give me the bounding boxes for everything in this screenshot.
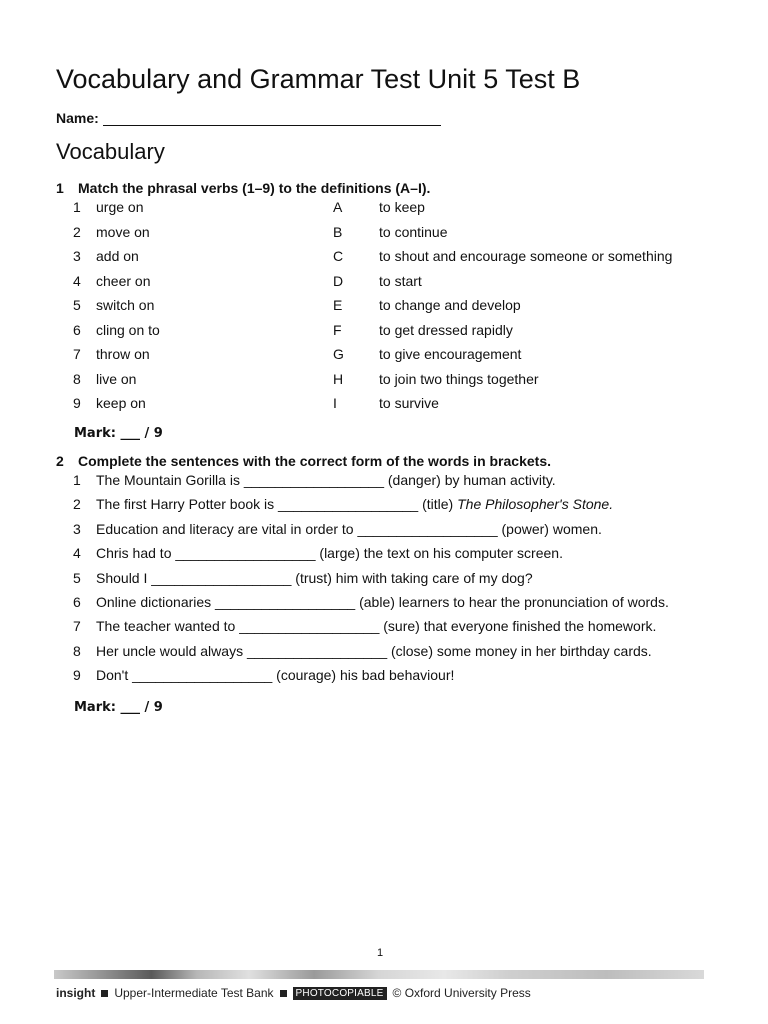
sentence bbox=[96, 521, 602, 537]
item-number: 3 bbox=[73, 520, 81, 537]
phrasal-verb: cling on to bbox=[96, 321, 160, 338]
page-title: Vocabulary and Grammar Test Unit 5 Test B bbox=[56, 64, 581, 94]
phrasal-verb: throw on bbox=[96, 346, 150, 362]
footer bbox=[56, 986, 531, 1000]
definition: to join two things together bbox=[379, 370, 539, 387]
phrasal-verb: live on bbox=[96, 370, 137, 387]
sentence bbox=[96, 545, 563, 561]
item-number: 9 bbox=[73, 667, 81, 684]
q2-number: 2 bbox=[56, 453, 64, 469]
phrasal-verb: move on bbox=[96, 223, 150, 240]
sentence-text: Online dictionaries __________________ (able) learners to hear the pronunciation of words. bbox=[96, 594, 669, 610]
definition-letter: G bbox=[333, 346, 344, 362]
item-number: 8 bbox=[73, 370, 81, 387]
definition-letter: C bbox=[333, 248, 344, 264]
item-number: 6 bbox=[73, 321, 81, 338]
item-number: 1 bbox=[73, 472, 81, 488]
sentence bbox=[96, 570, 533, 586]
page-number: 1 bbox=[376, 947, 384, 959]
phrasal-verb: keep on bbox=[96, 395, 146, 411]
item-number: 2 bbox=[73, 223, 81, 240]
footer-brand: insight bbox=[56, 986, 96, 1000]
sentence-text: Don't __________________ (courage) his bad behaviour! bbox=[96, 667, 455, 684]
sentence-text: The first Harry Potter book is __________________ (title) bbox=[96, 496, 454, 513]
sentence bbox=[96, 496, 613, 512]
q2-mark: Mark: ___ / 9 bbox=[74, 700, 163, 715]
definition: to get dressed rapidly bbox=[379, 321, 513, 338]
phrasal-verb: add on bbox=[96, 248, 139, 264]
sentence-text: The teacher wanted to __________________ (sure) that everyone finished the homework. bbox=[96, 618, 657, 635]
definition-letter: E bbox=[333, 297, 343, 313]
sentence-text: Her uncle would always __________________ (close) some money in her birthday cards. bbox=[96, 642, 652, 659]
item-number: 7 bbox=[73, 346, 81, 362]
square-bullet-icon bbox=[280, 990, 287, 997]
name-label: Name: bbox=[56, 110, 99, 126]
sentence bbox=[96, 667, 454, 683]
sentence-text: Should I __________________ (trust) him with taking care of my dog? bbox=[96, 569, 533, 586]
sentence bbox=[96, 618, 656, 634]
square-bullet-icon bbox=[101, 990, 108, 997]
q2-heading bbox=[56, 453, 551, 469]
sentence bbox=[96, 594, 669, 610]
definition-letter: I bbox=[333, 395, 337, 411]
item-number: 5 bbox=[73, 569, 81, 586]
footer-publisher: © Oxford University Press bbox=[392, 986, 531, 1000]
q1-mark: Mark: ___ / 9 bbox=[74, 426, 163, 441]
item-number: 4 bbox=[73, 272, 81, 289]
item-number: 2 bbox=[73, 496, 81, 513]
section-heading: Vocabulary bbox=[56, 139, 165, 164]
sentence bbox=[96, 472, 556, 488]
name-line[interactable] bbox=[103, 111, 441, 126]
definition: to shout and encourage someone or something bbox=[379, 248, 673, 264]
definition-letter: F bbox=[333, 321, 342, 338]
sentence bbox=[96, 643, 652, 659]
name-field bbox=[56, 110, 441, 126]
sentence-text: Education and literacy are vital in order to __________________ (power) women. bbox=[96, 520, 602, 537]
footer-book: Upper-Intermediate Test Bank bbox=[114, 986, 274, 1000]
sentence-text: The Mountain Gorilla is __________________ (danger) by human activity. bbox=[96, 472, 556, 488]
sentence-text: Chris had to __________________ (large) the text on his computer screen. bbox=[96, 545, 563, 562]
photocopiable-badge: PHOTOCOPIABLE bbox=[293, 987, 387, 1000]
definition-letter: A bbox=[333, 199, 343, 215]
phrasal-verb: switch on bbox=[96, 297, 155, 313]
definition: to start bbox=[379, 272, 422, 289]
item-number: 3 bbox=[73, 248, 81, 264]
definition: to continue bbox=[379, 223, 448, 240]
q2-instruction: Complete the sentences with the correct form of the words in brackets. bbox=[78, 453, 551, 469]
item-number: 4 bbox=[73, 545, 81, 562]
definition: to keep bbox=[379, 199, 425, 215]
definition: to survive bbox=[379, 395, 439, 411]
item-number: 5 bbox=[73, 297, 81, 313]
definition-letter: B bbox=[333, 223, 343, 240]
item-number: 1 bbox=[73, 199, 81, 215]
definition: to change and develop bbox=[379, 297, 521, 313]
phrasal-verb: urge on bbox=[96, 199, 144, 215]
book-title: The Philosopher's Stone. bbox=[457, 496, 614, 513]
item-number: 6 bbox=[73, 594, 81, 610]
definition: to give encouragement bbox=[379, 346, 522, 362]
definition-letter: D bbox=[333, 272, 344, 289]
footer-band bbox=[54, 970, 704, 979]
definition-letter: H bbox=[333, 370, 344, 387]
item-number: 8 bbox=[73, 642, 81, 659]
q1-heading bbox=[56, 180, 430, 196]
q1-number: 1 bbox=[56, 180, 64, 196]
q1-instruction: Match the phrasal verbs (1–9) to the definitions (A–I). bbox=[78, 180, 431, 196]
item-number: 9 bbox=[73, 395, 81, 411]
item-number: 7 bbox=[73, 618, 81, 635]
phrasal-verb: cheer on bbox=[96, 272, 151, 289]
